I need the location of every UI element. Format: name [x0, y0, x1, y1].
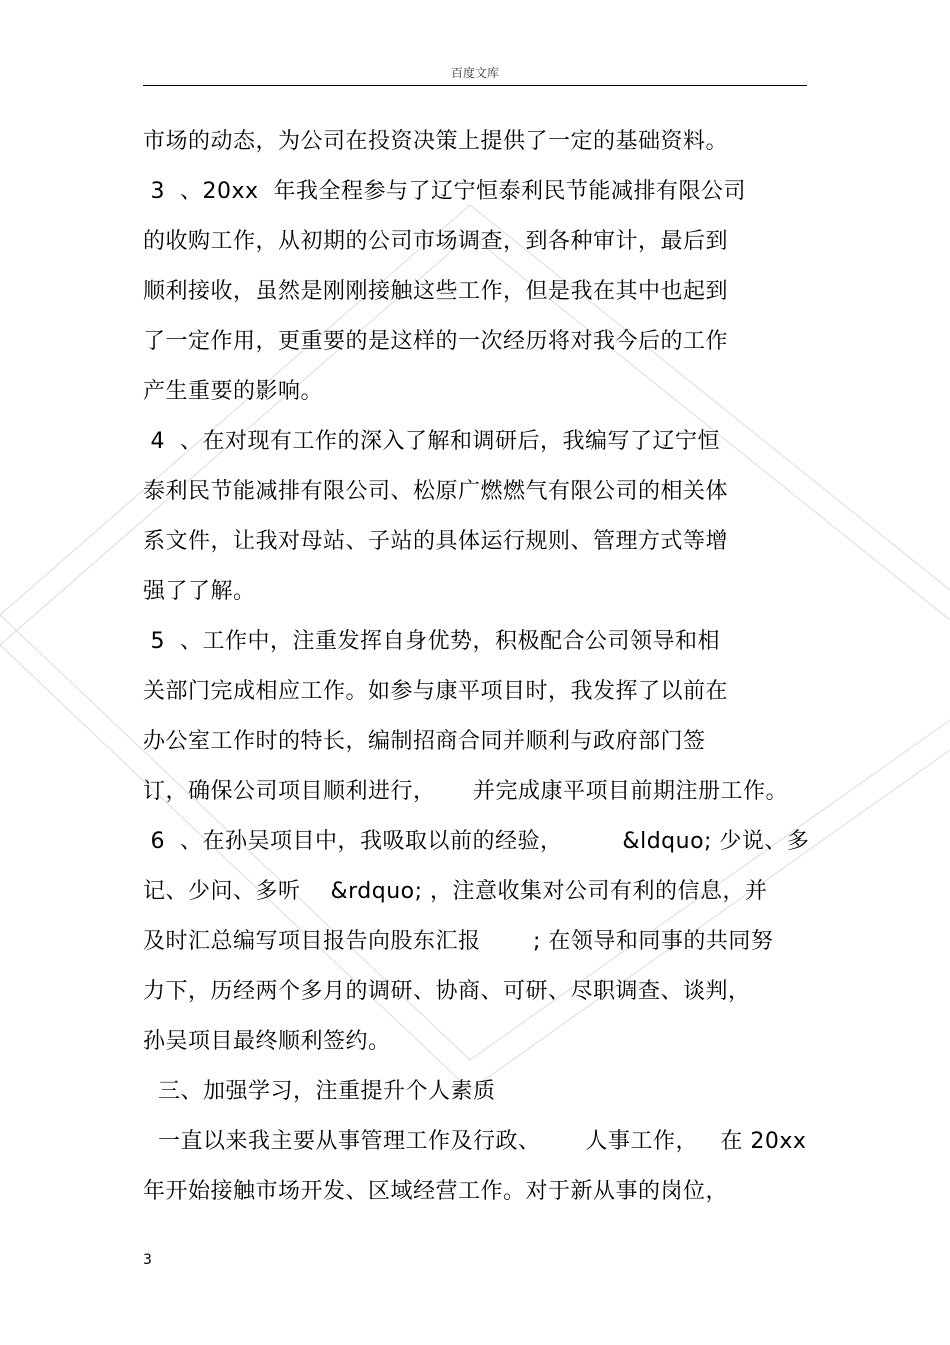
text-line: 3 、20xx 年我全程参与了辽宁恒泰利民节能减排有限公司	[143, 179, 746, 204]
text-line: 市场的动态，为公司在投资决策上提供了一定的基础资料。	[143, 129, 729, 154]
page-number: 3	[143, 1252, 152, 1268]
text-line: 6 、在孙吴项目中，我吸取以前的经验， &ldquo; 少说、多	[143, 829, 810, 854]
text-line: 及时汇总编写项目报告向股东汇报 ; 在领导和同事的共同努	[143, 929, 774, 954]
text-line: 孙吴项目最终顺利签约。	[143, 1029, 391, 1054]
section-heading: 三、加强学习，注重提升个人素质	[143, 1079, 496, 1104]
text-line: 强了了解。	[143, 579, 256, 604]
text-line: 关部门完成相应工作。如参与康平项目时，我发挥了以前在	[143, 679, 729, 704]
text-line: 顺利接收，虽然是刚刚接触这些工作，但是我在其中也起到	[143, 279, 729, 304]
page-header-title: 百度文库	[450, 66, 499, 80]
text-line: 一直以来我主要从事管理工作及行政、 人事工作， 在 20xx	[143, 1129, 807, 1154]
text-line: 年开始接触市场开发、区域经营工作。对于新从事的岗位，	[143, 1179, 729, 1204]
text-line: 的收购工作，从初期的公司市场调查，到各种审计，最后到	[143, 229, 729, 254]
text-line: 5 、工作中，注重发挥自身优势，积极配合公司领导和相	[143, 629, 720, 654]
text-line: 系文件，让我对母站、子站的具体运行规则、管理方式等增	[143, 529, 729, 554]
text-line: 办公室工作时的特长，编制招商合同并顺利与政府部门签	[143, 729, 706, 754]
text-line: 订，确保公司项目顺利进行， 并完成康平项目前期注册工作。	[143, 779, 788, 804]
header-divider	[143, 85, 807, 86]
text-line: 力下，历经两个多月的调研、协商、可研、尽职调查、谈判，	[143, 979, 751, 1004]
text-line: 4 、在对现有工作的深入了解和调研后，我编写了辽宁恒	[143, 429, 720, 454]
text-line: 泰利民节能减排有限公司、松原广燃燃气有限公司的相关体	[143, 479, 729, 504]
text-line: 了一定作用，更重要的是这样的一次经历将对我今后的工作	[143, 329, 729, 354]
text-line: 记、少问、多听 &rdquo; ，注意收集对公司有利的信息，并	[143, 879, 768, 904]
text-line: 产生重要的影响。	[143, 379, 324, 404]
